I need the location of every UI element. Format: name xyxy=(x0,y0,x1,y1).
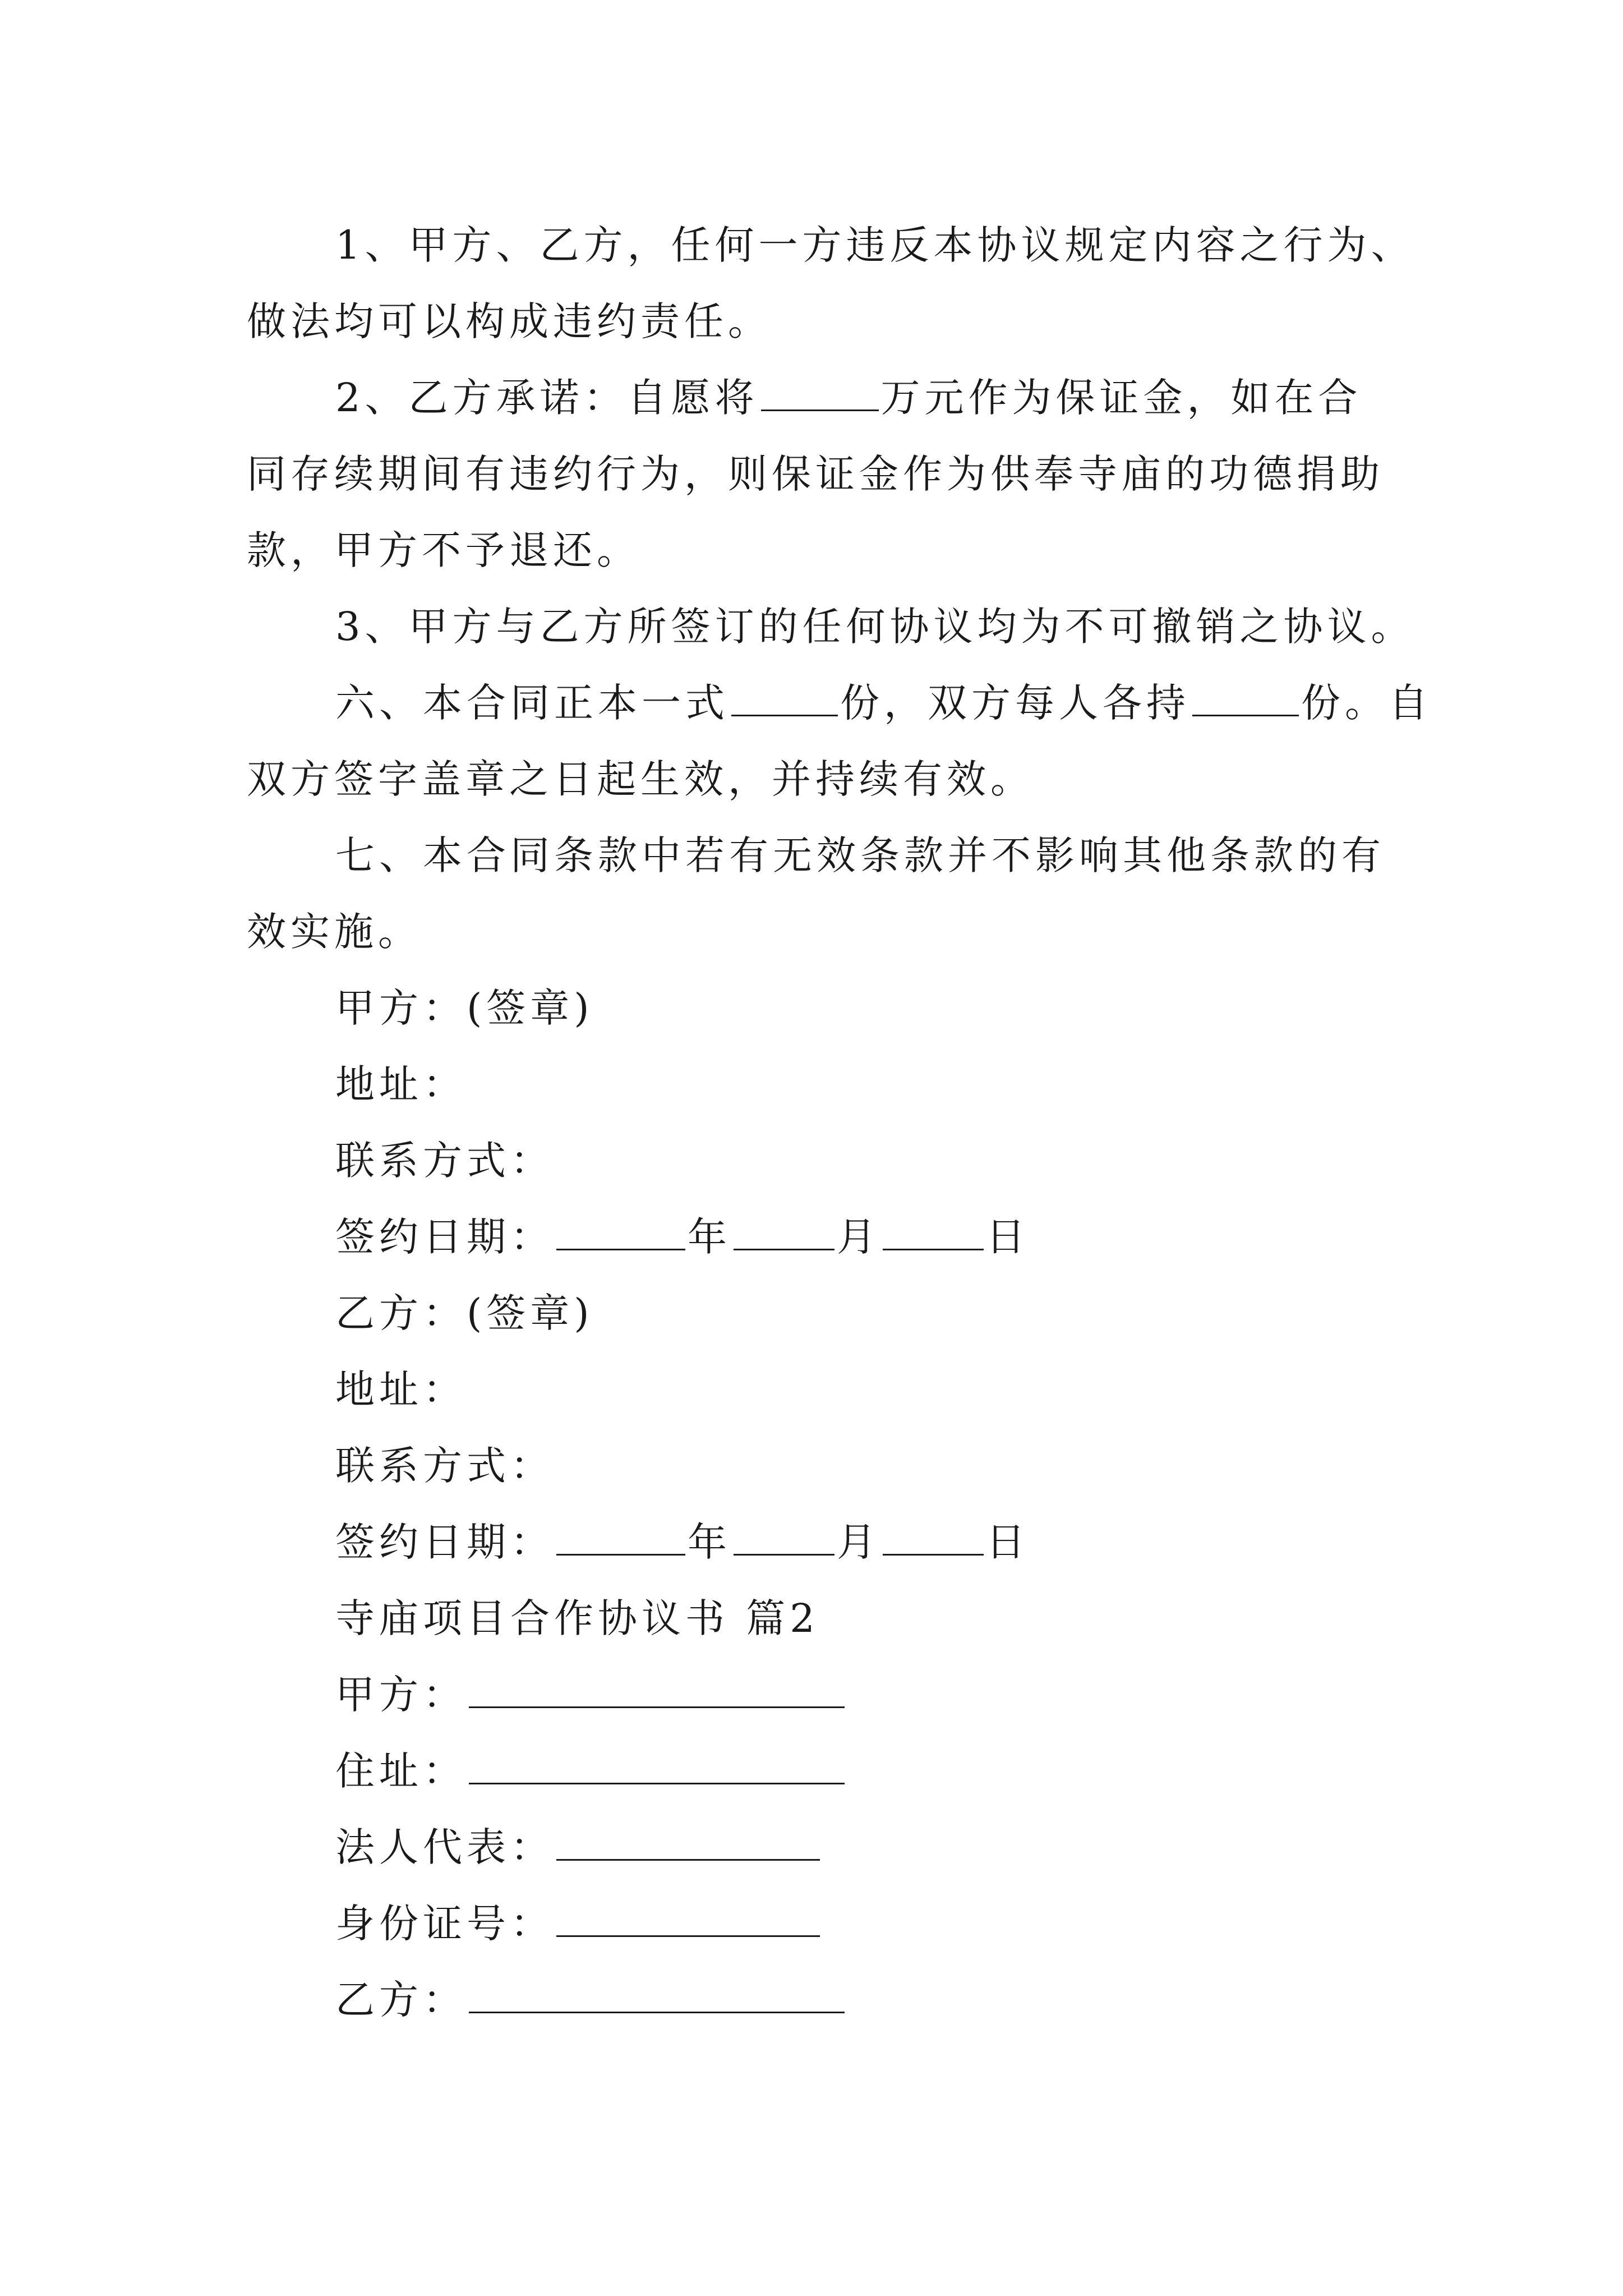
party-a-contact-label: 联系方式： xyxy=(335,1138,554,1184)
clause-2-text-b: 万元作为保证金，如在合 xyxy=(880,375,1362,421)
party-a-day-label: 日 xyxy=(986,1214,1030,1260)
section-2-party-b-blank xyxy=(469,1977,845,2013)
deposit-amount-blank xyxy=(761,375,879,411)
clause-2-line-2: 同存续期间有违约行为，则保证金作为供奉寺庙的功德捐助 xyxy=(247,451,1384,497)
party-b-day-label: 日 xyxy=(986,1519,1030,1565)
party-a-month-label: 月 xyxy=(837,1214,880,1260)
section-2-party-a-blank xyxy=(469,1672,845,1708)
party-b-contact-label: 联系方式： xyxy=(335,1443,554,1489)
clause-1-line-2: 做法均可以构成违约责任。 xyxy=(247,298,772,344)
party-b-month-label: 月 xyxy=(837,1519,880,1565)
party-a-sign-date xyxy=(335,1212,1030,1262)
section-2-legal-rep-blank xyxy=(556,1824,820,1861)
party-b-day-blank xyxy=(883,1519,984,1556)
party-b-date-label: 签约日期： xyxy=(335,1519,554,1565)
article-6-text-c: 份。自 xyxy=(1301,680,1432,726)
party-a-address-label: 地址： xyxy=(335,1061,467,1107)
party-b-signature-label: 乙方：(签章) xyxy=(335,1290,594,1336)
article-7-line-1: 七、本合同条款中若有无效条款并不影响其他条款的有 xyxy=(335,832,1385,878)
section-2-title: 寺庙项目合作协议书 篇2 xyxy=(335,1595,819,1641)
section-2-legal-rep-label: 法人代表： xyxy=(335,1824,554,1870)
section-2-party-b xyxy=(335,1975,847,2025)
section-2-party-a xyxy=(335,1669,847,1720)
article-6-text-a: 六、本合同正本一式 xyxy=(335,680,729,726)
clause-3-line-1: 3、甲方与乙方所签订的任何协议均为不可撤销之协议。 xyxy=(335,604,1415,650)
party-a-day-blank xyxy=(883,1214,984,1250)
party-b-month-blank xyxy=(734,1519,834,1556)
party-a-signature-label: 甲方：(签章) xyxy=(335,985,594,1031)
section-2-id-number-label: 身份证号： xyxy=(335,1901,554,1947)
party-b-year-label: 年 xyxy=(688,1519,731,1565)
section-2-residence xyxy=(335,1746,847,1796)
party-a-year-blank xyxy=(556,1214,685,1250)
copies-each-blank xyxy=(1192,680,1299,716)
article-6-line-1 xyxy=(335,678,1432,728)
section-2-residence-blank xyxy=(469,1748,845,1784)
article-6-text-b: 份，双方每人各持 xyxy=(840,680,1190,726)
party-b-sign-date xyxy=(335,1517,1030,1567)
clause-2-line-1 xyxy=(335,372,1362,423)
section-2-id-number-blank xyxy=(556,1901,820,1937)
clause-1-line-1: 1、甲方、乙方，任何一方违反本协议规定内容之行为、 xyxy=(335,222,1415,268)
party-a-month-blank xyxy=(734,1214,834,1250)
clause-2-line-3: 款，甲方不予退还。 xyxy=(247,527,640,573)
section-2-residence-label: 住址： xyxy=(335,1748,467,1794)
copies-count-blank xyxy=(731,680,838,716)
party-a-year-label: 年 xyxy=(688,1214,731,1260)
article-6-line-2: 双方签字盖章之日起生效，并持续有效。 xyxy=(247,756,1034,802)
section-2-party-b-label: 乙方： xyxy=(335,1977,467,2023)
section-2-legal-rep xyxy=(335,1822,822,1872)
clause-2-text-a: 2、乙方承诺：自愿将 xyxy=(335,375,759,421)
party-a-date-label: 签约日期： xyxy=(335,1214,554,1260)
party-b-year-blank xyxy=(556,1519,685,1556)
section-2-party-a-label: 甲方： xyxy=(335,1672,467,1718)
party-b-address-label: 地址： xyxy=(335,1366,467,1412)
article-7-line-2: 效实施。 xyxy=(247,909,422,955)
section-2-id-number xyxy=(335,1898,822,1949)
